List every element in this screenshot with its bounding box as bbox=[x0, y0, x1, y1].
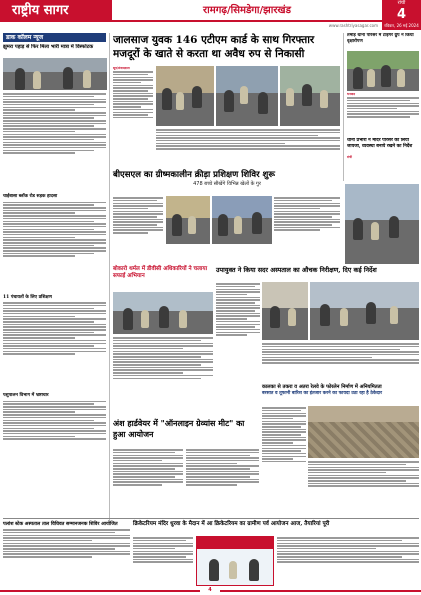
right-top-column bbox=[343, 33, 419, 181]
bsl-photo-1 bbox=[166, 196, 210, 244]
right-top-dateline: रांची bbox=[347, 155, 352, 159]
bottom-divider bbox=[3, 518, 419, 519]
bottom-left-story bbox=[3, 521, 130, 585]
bottom-center-banner bbox=[196, 536, 274, 586]
section-title: रामगढ़/सिमडेगा/झारखंड bbox=[112, 0, 382, 22]
footer-page-mark: 4 bbox=[200, 586, 220, 595]
lead-headline: जालसाज युवक 146 एटीएम कार्ड के साथ गिरफ्तार मजदूरों के खाते से करता था अवैध रुप से निकासी bbox=[113, 34, 315, 60]
page-number: 4 bbox=[396, 7, 407, 22]
left-story-1-body bbox=[3, 92, 106, 192]
bsl-story-header bbox=[113, 170, 341, 194]
right-top-story2: थाना प्रभारी ने मंदिर परिसर का लिया जायजा, व्यवस्था बनाये रखने का निर्देश bbox=[347, 138, 413, 149]
lead-text-col bbox=[113, 66, 153, 152]
website-strip: www.rashtriyasagar.com bbox=[328, 23, 378, 28]
bokaro-story-header bbox=[113, 266, 213, 292]
lead-body-1 bbox=[113, 70, 153, 150]
hospital-body-1 bbox=[216, 282, 260, 382]
hospital-photo-2 bbox=[310, 282, 419, 340]
road-body-1 bbox=[262, 406, 306, 514]
left-story-3-body bbox=[3, 301, 106, 391]
left-story-4-title: पशुपालन विभाग में भ्रष्टाचार bbox=[3, 393, 49, 398]
hardware-story-header bbox=[113, 418, 259, 446]
hospital-body-2 bbox=[262, 342, 419, 382]
left-photo bbox=[3, 58, 107, 90]
masthead bbox=[0, 0, 421, 30]
left-story-3-title: 11 पंचायतों के लिए प्रशिक्षण bbox=[3, 294, 52, 300]
bsl-body-1 bbox=[113, 196, 163, 262]
page-badge bbox=[382, 0, 421, 30]
left-story-4-body bbox=[3, 400, 106, 470]
left-story-2-body bbox=[3, 201, 106, 293]
hospital-headline: उपायुक्त ने किया सदर अस्पताल का औचक निरीक्षण, दिए कई निर्देश bbox=[216, 266, 377, 274]
hardware-body-1 bbox=[113, 448, 183, 516]
issue-date: रविवार, 26 मई 2024 bbox=[384, 23, 419, 28]
hospital-story-header bbox=[216, 266, 419, 280]
bottom-center-body-1 bbox=[133, 536, 193, 586]
bsl-photo-2 bbox=[212, 196, 272, 244]
bottom-center-headline: क्रिकेटरियम मंदिर धुरवा के मैदान में आ क्रिकेटरियम का ग्रामीण पर्व आयोजन आज, तैयारियां पूरी bbox=[133, 521, 330, 527]
lead-body-2 bbox=[156, 128, 340, 168]
road-body-2 bbox=[308, 460, 419, 514]
right-top-photo bbox=[347, 51, 419, 91]
lead-photo-2 bbox=[216, 66, 278, 126]
lead-story bbox=[113, 33, 341, 63]
right-top-sub: धनबाद bbox=[347, 92, 356, 96]
right-top-body bbox=[347, 96, 419, 136]
left-headline: झुमरा पहाड़ से फिर मिला भारी मात्रा में विस्फोटक bbox=[3, 44, 94, 50]
bottom-center-body-2 bbox=[277, 536, 419, 586]
road-headline: कालका से तकरा व अतरा रेलवे के फोरलेन निर्माण में अनियमितता bbox=[262, 384, 382, 390]
city-label: रांची bbox=[397, 0, 406, 6]
bsl-headline: बीएसएल का ग्रीष्मकालीन क्रीड़ा प्रशिक्षण शिविर शुरू bbox=[113, 170, 275, 180]
bottom-left-body bbox=[3, 528, 130, 580]
bsl-subhead: 478 बच्चे सीखेंगे विभिन्न खेलों के गुर bbox=[193, 181, 261, 187]
bokaro-photo bbox=[113, 292, 213, 334]
hardware-body-2 bbox=[186, 448, 259, 516]
road-photo bbox=[308, 406, 419, 458]
bokaro-body bbox=[113, 336, 213, 416]
left-column bbox=[3, 33, 110, 521]
right-middle-photo bbox=[345, 184, 419, 264]
bottom-left-headline: पलांश स्टेक अस्पताल ताल विधिवत सम्मानजनक शिविर आयोजित bbox=[3, 521, 118, 527]
hospital-photo-1 bbox=[262, 282, 308, 340]
road-subheadline: बरसात व तूफानी बारिश का इंतजार करने का फायदा उठा रहा है ठेकेदार bbox=[262, 390, 383, 396]
newspaper-brand: राष्ट्रीय सागर bbox=[0, 0, 112, 22]
lead-photo-1 bbox=[156, 66, 214, 126]
hardware-headline: अंश हार्डवेयर में "ऑनलाइन ग्रेव्यांस मीट" का हुआ आयोजन bbox=[113, 418, 245, 439]
lead-dateline: सूत्र/संवाददाता bbox=[113, 66, 130, 70]
lead-photo-3 bbox=[280, 66, 340, 126]
left-section-title: डाक कॉलम न्यूज bbox=[3, 33, 106, 42]
left-story-2-title: चाईबासा ब्लॉक रोड सड़क हादसा bbox=[3, 194, 58, 199]
bsl-body-2 bbox=[274, 196, 340, 262]
bokaro-headline: बोकारो थर्मल में डीवीसी अधिकारियों ने चलाया सफाई अभियान bbox=[113, 266, 208, 279]
right-top-headline: तमाड़ थाना परिसर में टाइगर ग्रुप ने किया वृक्षारोपण bbox=[347, 33, 414, 44]
road-story-header bbox=[262, 384, 419, 404]
